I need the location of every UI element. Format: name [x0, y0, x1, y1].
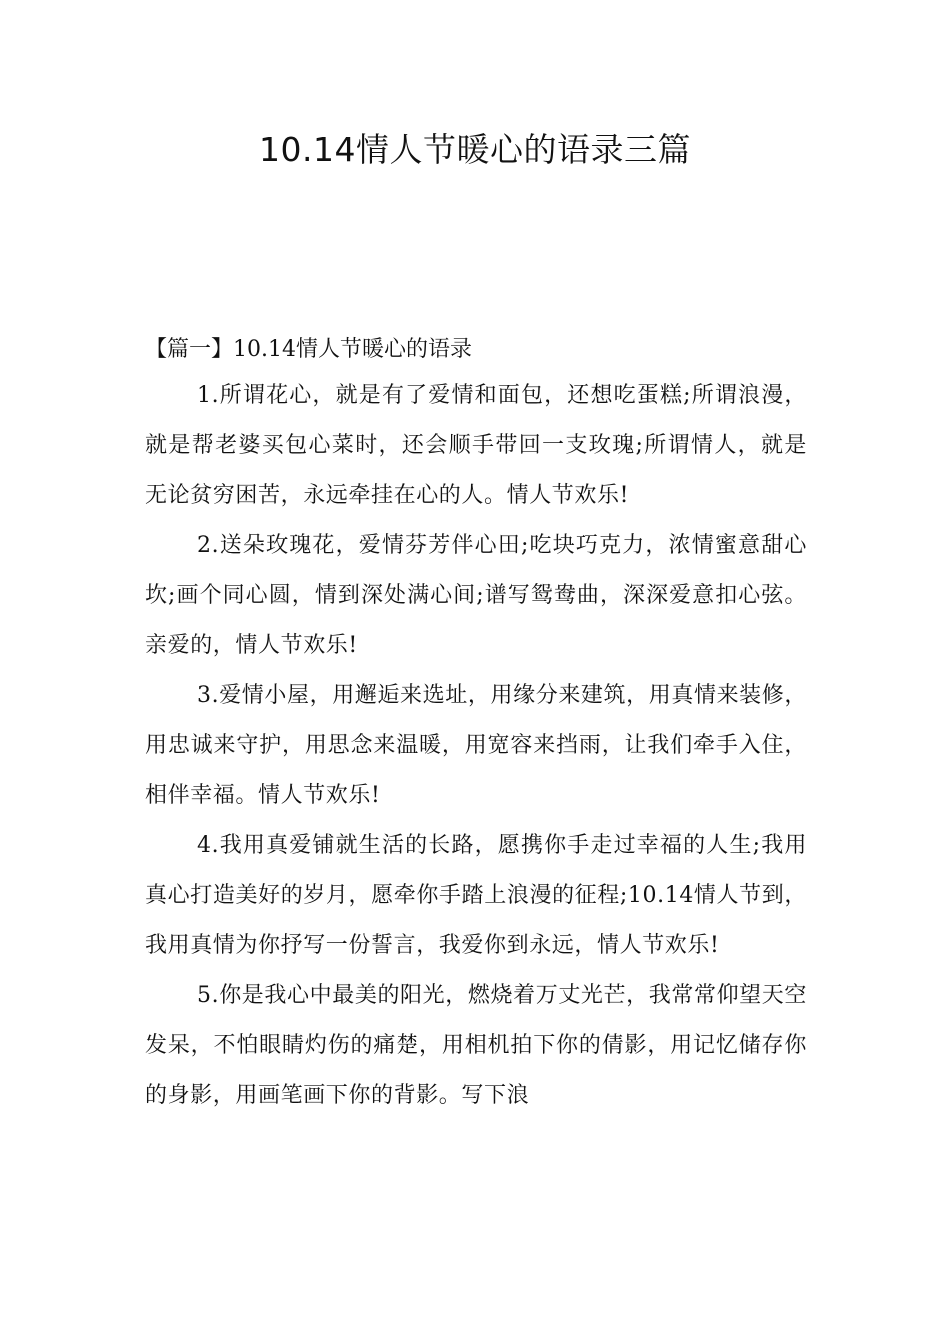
paragraph-1: 1.所谓花心，就是有了爱情和面包，还想吃蛋糕;所谓浪漫，就是帮老婆买包心菜时，还会顺手带回一支玫瑰;所谓情人，就是无论贫穷困苦，永远牵挂在心的人。情人节欢乐! — [145, 383, 807, 508]
document-title: 10.14情人节暖心的语录三篇 — [259, 130, 691, 169]
paragraph-4: 4.我用真爱铺就生活的长路，愿携你手走过幸福的人生;我用真心打造美好的岁月，愿牵你手踏上浪漫的征程;10.14情人节到，我用真情为你抒写一份誓言，我爱你到永远，情人节欢乐! — [145, 833, 807, 958]
paragraph-5: 5.你是我心中最美的阳光，燃烧着万丈光芒，我常常仰望天空发呆，不怕眼睛灼伤的痛楚，用相机拍下你的倩影，用记忆储存你的身影，用画笔画下你的背影。写下浪 — [145, 983, 807, 1108]
document-body — [145, 328, 807, 1121]
section-heading: 【篇一】10.14情人节暖心的语录 — [145, 337, 472, 362]
paragraph-3: 3.爱情小屋，用邂逅来选址，用缘分来建筑，用真情来装修，用忠诚来守护，用思念来温暖，用宽容来挡雨，让我们牵手入住，相伴幸福。情人节欢乐! — [145, 683, 807, 808]
paragraph-2: 2.送朵玫瑰花，爱情芬芳伴心田;吃块巧克力，浓情蜜意甜心坎;画个同心圆，情到深处满心间;谱写鸳鸯曲，深深爱意扣心弦。亲爱的，情人节欢乐! — [145, 533, 807, 658]
